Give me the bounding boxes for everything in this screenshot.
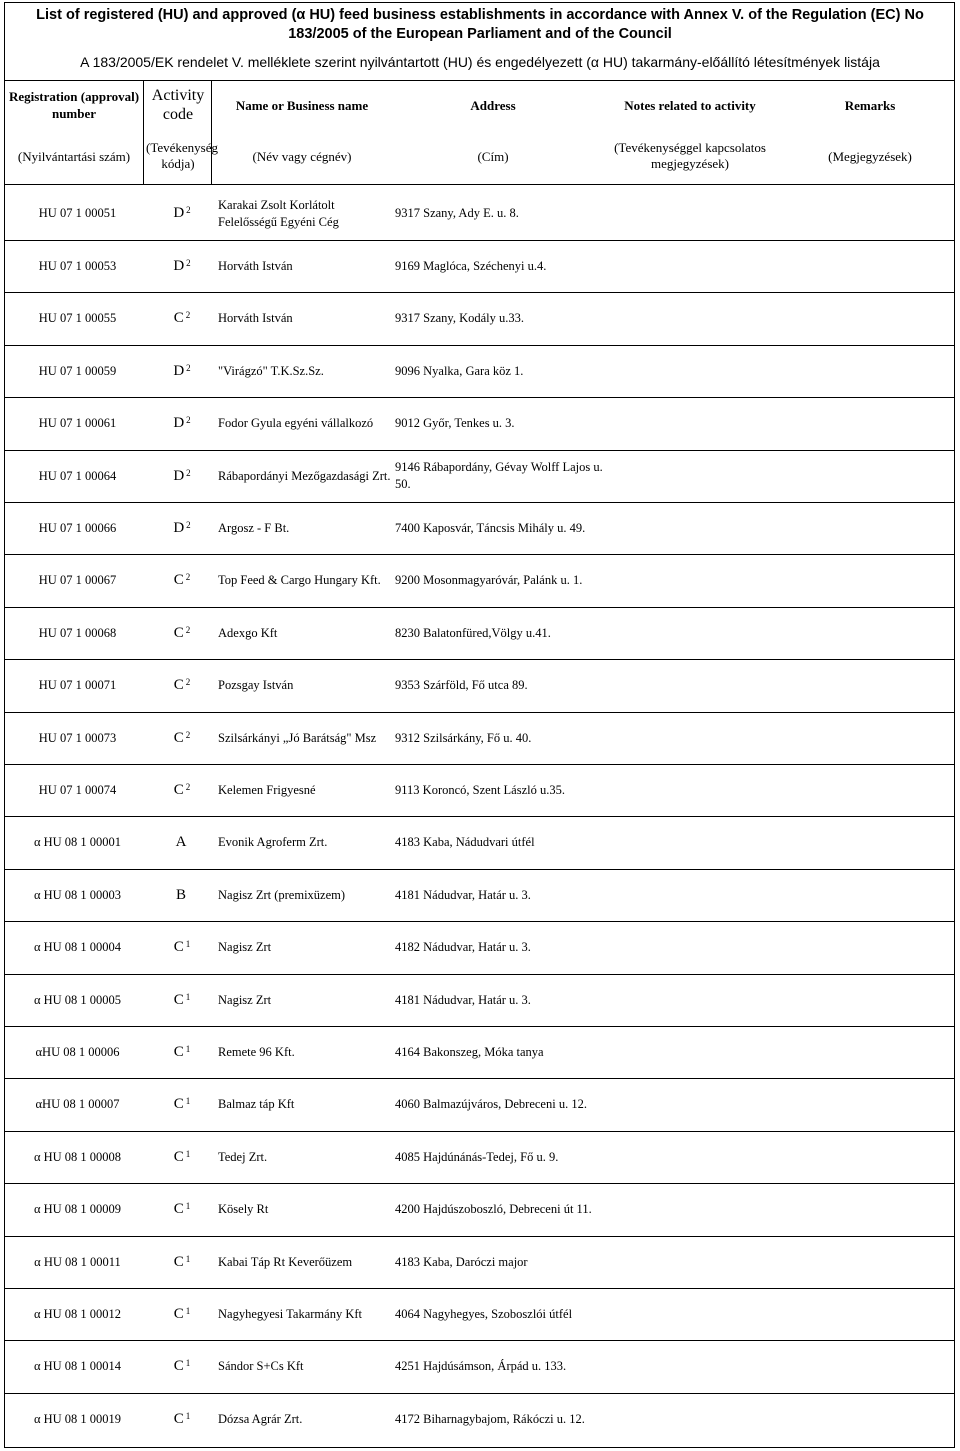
document-title-english: List of registered (HU) and approved (α HU) feed business establishments in accordance with Annex V. of the Regulation (EC) No 183/2005 of the European Parliament and of the Council (36, 7, 924, 42)
activity-superscript: 1 (185, 1096, 191, 1107)
header-top-divider (4, 80, 955, 81)
activity-letter: D (173, 520, 185, 537)
header-activity-code-hu: (Tevékenység kódja) (146, 140, 219, 171)
business-name: Szilsárkányi „Jó Barátság" Msz (218, 730, 377, 745)
activity-code (150, 1079, 214, 1130)
table-row (4, 554, 955, 606)
activity-code (150, 346, 214, 397)
address: 8230 Balatonfüred,Völgy u.41. (395, 625, 551, 640)
registration-number: HU 07 1 00073 (38, 730, 117, 745)
activity-letter: D (173, 205, 185, 222)
registration-number: α HU 08 1 00003 (33, 887, 122, 902)
business-name: Top Feed & Cargo Hungary Kft. (218, 573, 381, 588)
address: 9317 Szany, Ady E. u. 8. (395, 206, 519, 221)
activity-letter: C (173, 572, 184, 589)
registration-number: HU 07 1 00068 (38, 625, 117, 640)
activity-letter: C (173, 729, 184, 746)
registration-number: α HU 08 1 00005 (33, 992, 122, 1007)
header-notes: Notes related to activity (624, 98, 756, 113)
activity-superscript: 2 (185, 310, 191, 321)
table-row (4, 1183, 955, 1235)
table-row (4, 1026, 955, 1078)
table-row (4, 345, 955, 397)
activity-superscript: 1 (185, 1148, 191, 1159)
document-title-hungarian: A 183/2005/EK rendelet V. melléklete szerint nyilvántartott (HU) és engedélyezett (α HU) takarmány-előállító létesítmények listája (80, 54, 880, 70)
activity-code (150, 1132, 214, 1183)
business-name: Nagisz Zrt (218, 992, 272, 1007)
activity-code (150, 188, 214, 240)
business-name: Horváth István (218, 259, 293, 274)
address: 4172 Biharnagybajom, Rákóczi u. 12. (395, 1411, 585, 1426)
header-address: Address (470, 98, 516, 113)
registration-number: HU 07 1 00074 (38, 783, 117, 798)
activity-code (150, 765, 214, 816)
registration-number: HU 07 1 00055 (38, 311, 117, 326)
activity-letter: C (173, 782, 184, 799)
registration-number: α HU 08 1 00004 (33, 940, 122, 955)
business-name: Kelemen Frigyesné (218, 783, 316, 798)
business-name: Remete 96 Kft. (218, 1045, 295, 1060)
table-row (4, 397, 955, 449)
business-name: Sándor S+Cs Kft (218, 1359, 304, 1374)
activity-code (150, 1027, 214, 1078)
registration-number: α HU 08 1 00008 (33, 1149, 122, 1164)
registration-number: α HU 08 1 00012 (33, 1307, 122, 1322)
activity-code (150, 241, 214, 292)
business-name: Kösely Rt (218, 1202, 269, 1217)
activity-code (150, 1237, 214, 1288)
table-row (4, 869, 955, 921)
activity-letter: C (173, 677, 184, 694)
business-name: Adexgo Kft (218, 625, 278, 640)
activity-superscript: 1 (185, 991, 191, 1002)
header-activity-code: Activity code (151, 87, 205, 123)
table-row (4, 502, 955, 554)
registration-number: HU 07 1 00061 (38, 416, 117, 431)
activity-superscript: 2 (185, 677, 191, 688)
activity-code (150, 608, 214, 659)
activity-code (150, 555, 214, 606)
header-name: Name or Business name (235, 98, 369, 113)
activity-code (150, 713, 214, 764)
table-row (4, 292, 955, 344)
business-name: Nagisz Zrt (premixüzem) (218, 887, 346, 902)
address: 4200 Hajdúszoboszló, Debreceni út 11. (395, 1202, 592, 1217)
table-row (4, 764, 955, 816)
business-name: Fodor Gyula egyéni vállalkozó (218, 416, 374, 431)
business-name: Evonik Agroferm Zrt. (218, 835, 328, 850)
business-name: Tedej Zrt. (218, 1149, 268, 1164)
activity-letter: D (173, 258, 185, 275)
table-row (4, 1078, 955, 1130)
activity-letter: C (173, 991, 184, 1008)
header-address-hu: (Cím) (477, 149, 509, 164)
business-name: Argosz - F Bt. (218, 521, 290, 536)
registration-number: HU 07 1 00059 (38, 363, 117, 378)
table-row (4, 1236, 955, 1288)
header-registration-hu: (Nyilvántartási szám) (17, 149, 131, 164)
activity-letter: C (173, 310, 184, 327)
registration-number: HU 07 1 00064 (38, 468, 117, 483)
table-row (4, 188, 955, 240)
business-name: Karakai Zsolt Korlátolt Felelősségű Egyéni Cég (218, 197, 339, 229)
table-row (4, 921, 955, 973)
business-name: Horváth István (218, 311, 293, 326)
address: 9317 Szany, Kodály u.33. (395, 311, 525, 326)
business-name: Nagisz Zrt (218, 940, 272, 955)
table-row (4, 1393, 955, 1445)
header-remarks: Remarks (844, 98, 896, 113)
activity-code (150, 817, 214, 868)
address: 4183 Kaba, Nádudvari útfél (395, 835, 535, 850)
activity-code (150, 1394, 214, 1445)
address: 4182 Nádudvar, Határ u. 3. (395, 940, 531, 955)
registration-number: α HU 08 1 00009 (33, 1202, 122, 1217)
table-row (4, 1131, 955, 1183)
activity-superscript: 1 (185, 1253, 191, 1264)
registration-number: HU 07 1 00066 (38, 521, 117, 536)
address: 4164 Bakonszeg, Móka tanya (395, 1045, 544, 1060)
activity-code (150, 398, 214, 449)
header-name-hu: (Név vagy cégnév) (252, 149, 352, 164)
activity-superscript: 2 (186, 258, 191, 269)
activity-letter: C (173, 1044, 184, 1061)
activity-superscript: 2 (185, 624, 191, 635)
activity-code (150, 870, 214, 921)
activity-letter: A (175, 834, 187, 851)
business-name: Kabai Táp Rt Keverőüzem (218, 1254, 353, 1269)
activity-code (150, 503, 214, 554)
activity-letter: C (173, 1410, 184, 1427)
registration-number: HU 07 1 00067 (38, 573, 117, 588)
registration-number: αHU 08 1 00007 (35, 1097, 120, 1112)
registration-number: α HU 08 1 00019 (33, 1411, 122, 1426)
business-name: Nagyhegyesi Takarmány Kft (218, 1307, 362, 1322)
activity-code (150, 1184, 214, 1235)
business-name: "Virágzó" T.K.Sz.Sz. (218, 363, 324, 378)
address: 9200 Mosonmagyaróvár, Palánk u. 1. (395, 573, 583, 588)
registration-number: α HU 08 1 00011 (34, 1254, 121, 1269)
activity-letter: D (173, 415, 185, 432)
activity-letter: D (173, 362, 185, 379)
registration-number: HU 07 1 00053 (38, 259, 117, 274)
table-row (4, 816, 955, 868)
activity-code (150, 1289, 214, 1340)
header-bottom-divider (4, 184, 955, 185)
activity-code (150, 1341, 214, 1392)
table-row (4, 240, 955, 292)
table-row (4, 607, 955, 659)
activity-letter: C (173, 1148, 184, 1165)
business-name: Dózsa Agrár Zrt. (218, 1411, 303, 1426)
address: 9012 Győr, Tenkes u. 3. (395, 416, 515, 431)
registration-number: HU 07 1 00051 (38, 206, 117, 221)
activity-superscript: 2 (185, 729, 191, 740)
activity-letter: C (173, 1201, 184, 1218)
address: 4060 Balmazújváros, Debreceni u. 12. (395, 1097, 587, 1112)
table-row (4, 1288, 955, 1340)
activity-letter: D (173, 467, 185, 484)
activity-letter: C (173, 939, 184, 956)
activity-superscript: 2 (185, 572, 191, 583)
registration-number: HU 07 1 00071 (38, 678, 117, 693)
address: 9146 Rábapordány, Gévay Wolff Lajos u. 50. (395, 460, 603, 492)
address: 9113 Koroncó, Szent László u.35. (395, 783, 565, 798)
table-row (4, 659, 955, 711)
table-row (4, 974, 955, 1026)
header-notes-hu: (Tevékenységgel kapcsolatos megjegyzések) (614, 140, 766, 171)
table-row (4, 1340, 955, 1392)
address: 9096 Nyalka, Gara köz 1. (395, 363, 524, 378)
address: 9353 Szárföld, Fő utca 89. (395, 678, 528, 693)
activity-superscript: 1 (185, 1306, 191, 1317)
address: 4251 Hajdúsámson, Árpád u. 133. (395, 1359, 567, 1374)
activity-code (150, 660, 214, 711)
activity-letter: C (173, 1253, 184, 1270)
activity-superscript: 2 (186, 205, 191, 216)
activity-superscript: 1 (185, 1044, 191, 1055)
activity-superscript: 2 (186, 362, 191, 373)
business-name: Balmaz táp Kft (218, 1097, 295, 1112)
address: 4064 Nagyhegyes, Szoboszlói útfél (395, 1307, 573, 1322)
header-col-divider-2 (211, 80, 212, 184)
activity-letter: C (173, 1358, 184, 1375)
registration-number: α HU 08 1 00014 (33, 1359, 122, 1374)
address: 7400 Kaposvár, Táncsis Mihály u. 49. (395, 521, 586, 536)
activity-letter: C (173, 1306, 184, 1323)
address: 4181 Nádudvar, Határ u. 3. (395, 887, 531, 902)
address: 4183 Kaba, Daróczi major (395, 1254, 528, 1269)
activity-letter: B (175, 886, 186, 903)
activity-code (150, 975, 214, 1026)
header-col-divider-1 (143, 80, 144, 184)
address: 9312 Szilsárkány, Fő u. 40. (395, 730, 532, 745)
address: 4085 Hajdúnánás-Tedej, Fő u. 9. (395, 1149, 559, 1164)
activity-letter: C (173, 624, 184, 641)
business-name: Rábapordányi Mezőgazdasági Zrt. (218, 468, 391, 483)
activity-superscript: 2 (185, 782, 191, 793)
activity-superscript: 1 (185, 1358, 191, 1369)
header-registration: Registration (approval) number (8, 89, 140, 121)
activity-superscript: 2 (186, 415, 191, 426)
table-row (4, 450, 955, 502)
activity-superscript: 2 (186, 467, 191, 478)
registration-number: αHU 08 1 00006 (35, 1045, 120, 1060)
activity-superscript: 1 (185, 1201, 191, 1212)
activity-superscript: 1 (185, 1410, 191, 1421)
registration-number: α HU 08 1 00001 (33, 835, 122, 850)
activity-superscript: 1 (185, 939, 191, 950)
activity-code (150, 293, 214, 344)
header-remarks-hu: (Megjegyzések) (828, 149, 912, 164)
address: 9169 Maglóca, Széchenyi u.4. (395, 259, 547, 274)
address: 4181 Nádudvar, Határ u. 3. (395, 992, 531, 1007)
activity-code (150, 922, 214, 973)
table-row (4, 712, 955, 764)
activity-code (150, 451, 214, 502)
business-name: Pozsgay István (218, 678, 294, 693)
activity-letter: C (173, 1096, 184, 1113)
activity-superscript: 2 (186, 520, 191, 531)
